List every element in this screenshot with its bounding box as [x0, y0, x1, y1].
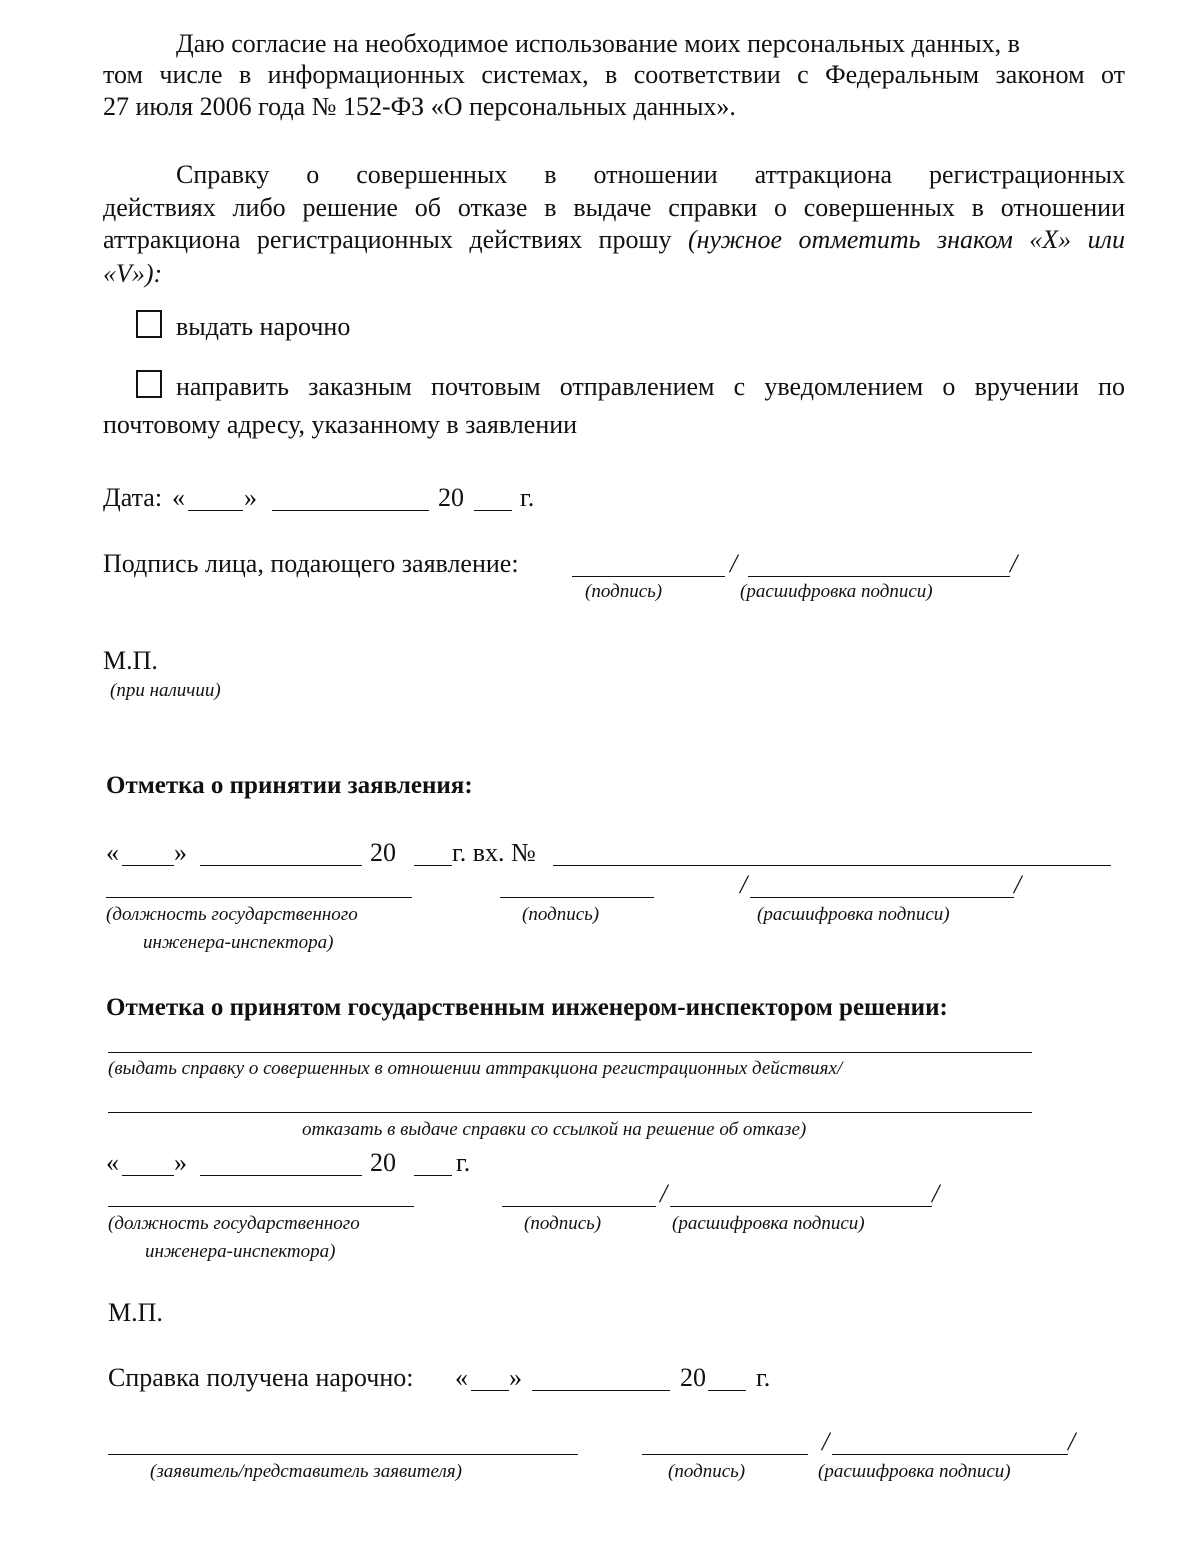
acc-caption-position-1: (должность государственного	[106, 904, 358, 925]
checkbox-by-hand[interactable]	[136, 310, 162, 338]
rec-caption-decode: (расшифровка подписи)	[818, 1461, 1011, 1482]
dec-signature-field[interactable]	[502, 1206, 656, 1207]
dec-caption-position-2: инженера-инспектора)	[145, 1241, 336, 1262]
acc-slash-2: /	[1014, 870, 1022, 899]
date-year-prefix: 20	[438, 483, 464, 512]
acc-slash-1: /	[740, 870, 748, 899]
dec-quote-close: »	[174, 1148, 187, 1177]
decision-field-1[interactable]	[108, 1052, 1032, 1053]
rec-day-field[interactable]	[471, 1390, 509, 1391]
acc-day-field[interactable]	[122, 865, 174, 866]
acc-signature-field[interactable]	[500, 897, 654, 898]
option-by-hand-label: выдать нарочно	[176, 312, 351, 341]
rec-slash-2: /	[1068, 1427, 1076, 1456]
dec-month-field[interactable]	[200, 1175, 362, 1176]
dec-name-field[interactable]	[670, 1206, 932, 1207]
consent-line-3: 27 июля 2006 года № 152-ФЗ «О персональных данных».	[103, 92, 736, 121]
dec-position-field[interactable]	[108, 1206, 414, 1207]
stamp-label-2: М.П.	[108, 1298, 163, 1327]
consent-line-1: Даю согласие на необходимое использование моих персональных данных, в	[176, 29, 1020, 58]
acc-quote-close: »	[174, 838, 187, 867]
dec-slash-1: /	[660, 1179, 668, 1208]
request-line-1: Справку о совершенных в отношении аттракциона регистрационных	[176, 160, 1125, 189]
dec-caption-decode: (расшифровка подписи)	[672, 1213, 865, 1234]
rec-name-field[interactable]	[832, 1454, 1068, 1455]
acc-caption-decode: (расшифровка подписи)	[757, 904, 950, 925]
date-month-field[interactable]	[272, 510, 429, 511]
rec-slash-1: /	[822, 1427, 830, 1456]
rec-applicant-field[interactable]	[108, 1454, 578, 1455]
rec-year-suffix: г.	[756, 1363, 771, 1392]
acc-month-field[interactable]	[200, 865, 362, 866]
acc-caption-signature: (подпись)	[522, 904, 600, 925]
dec-caption-position-1: (должность государственного	[108, 1213, 360, 1234]
caption-signature: (подпись)	[585, 581, 663, 602]
date-quote-close: »	[244, 483, 257, 512]
rec-quote-open: «	[455, 1363, 468, 1392]
applicant-signature-field[interactable]	[572, 576, 725, 577]
dec-year-suffix: г.	[456, 1148, 471, 1177]
option-by-mail-label-2: почтовому адресу, указанному в заявлении	[103, 410, 578, 439]
date-day-field[interactable]	[188, 510, 243, 511]
date-year-field[interactable]	[474, 510, 512, 511]
rec-quote-close: »	[509, 1363, 522, 1392]
request-line-2: действиях либо решение об отказе в выдаче справки о совершенных в отношении	[103, 193, 1125, 222]
dec-quote-open: «	[106, 1148, 119, 1177]
rec-caption-applicant: (заявитель/представитель заявителя)	[150, 1461, 462, 1482]
acceptance-heading: Отметка о принятии заявления:	[106, 772, 473, 799]
date-label: Дата:	[103, 483, 163, 512]
dec-slash-2: /	[932, 1179, 940, 1208]
date-quote-open: «	[172, 483, 185, 512]
consent-line-2: том числе в информационных системах, в соответствии с Федеральным законом от	[103, 60, 1125, 89]
caption-signature-decode: (расшифровка подписи)	[740, 581, 933, 602]
slash-1: /	[730, 549, 738, 578]
acc-year-field[interactable]	[414, 865, 452, 866]
decision-heading: Отметка о принятом государственным инженером-инспектором решении:	[106, 994, 948, 1021]
stamp-note: (при наличии)	[110, 680, 221, 701]
request-hint-tail: «V»):	[103, 259, 163, 288]
dec-day-field[interactable]	[122, 1175, 174, 1176]
applicant-name-field[interactable]	[748, 576, 1010, 577]
option-by-mail-label-1: направить заказным почтовым отправлением с уведомлением о вручении по	[176, 372, 1125, 401]
acc-year-prefix: 20	[370, 838, 396, 867]
stamp-label: М.П.	[103, 646, 158, 675]
acc-caption-position-2: инженера-инспектора)	[143, 932, 334, 953]
applicant-signature-label: Подпись лица, подающего заявление:	[103, 549, 519, 578]
acc-name-field[interactable]	[750, 897, 1014, 898]
date-year-suffix: г.	[520, 483, 535, 512]
acc-reg-number-field[interactable]	[553, 865, 1111, 866]
rec-year-field[interactable]	[708, 1390, 746, 1391]
acc-position-field[interactable]	[106, 897, 412, 898]
acc-reg-label: г. вх. №	[452, 838, 536, 867]
decision-caption-1: (выдать справку о совершенных в отношении аттракциона регистрационных действиях/	[108, 1058, 843, 1079]
dec-caption-signature: (подпись)	[524, 1213, 602, 1234]
checkbox-by-mail[interactable]	[136, 370, 162, 398]
rec-signature-field[interactable]	[642, 1454, 808, 1455]
received-label: Справка получена нарочно:	[108, 1363, 414, 1392]
request-line-3: аттракциона регистрационных действиях прошу (нужное отметить знаком «X» или	[103, 225, 1126, 254]
dec-year-field[interactable]	[414, 1175, 452, 1176]
rec-month-field[interactable]	[532, 1390, 670, 1391]
decision-caption-2: отказать в выдаче справки со ссылкой на решение об отказе)	[302, 1119, 807, 1140]
dec-year-prefix: 20	[370, 1148, 396, 1177]
rec-year-prefix: 20	[680, 1363, 706, 1392]
slash-2: /	[1010, 549, 1018, 578]
rec-caption-signature: (подпись)	[668, 1461, 746, 1482]
acc-quote-open: «	[106, 838, 119, 867]
decision-field-2[interactable]	[108, 1112, 1032, 1113]
